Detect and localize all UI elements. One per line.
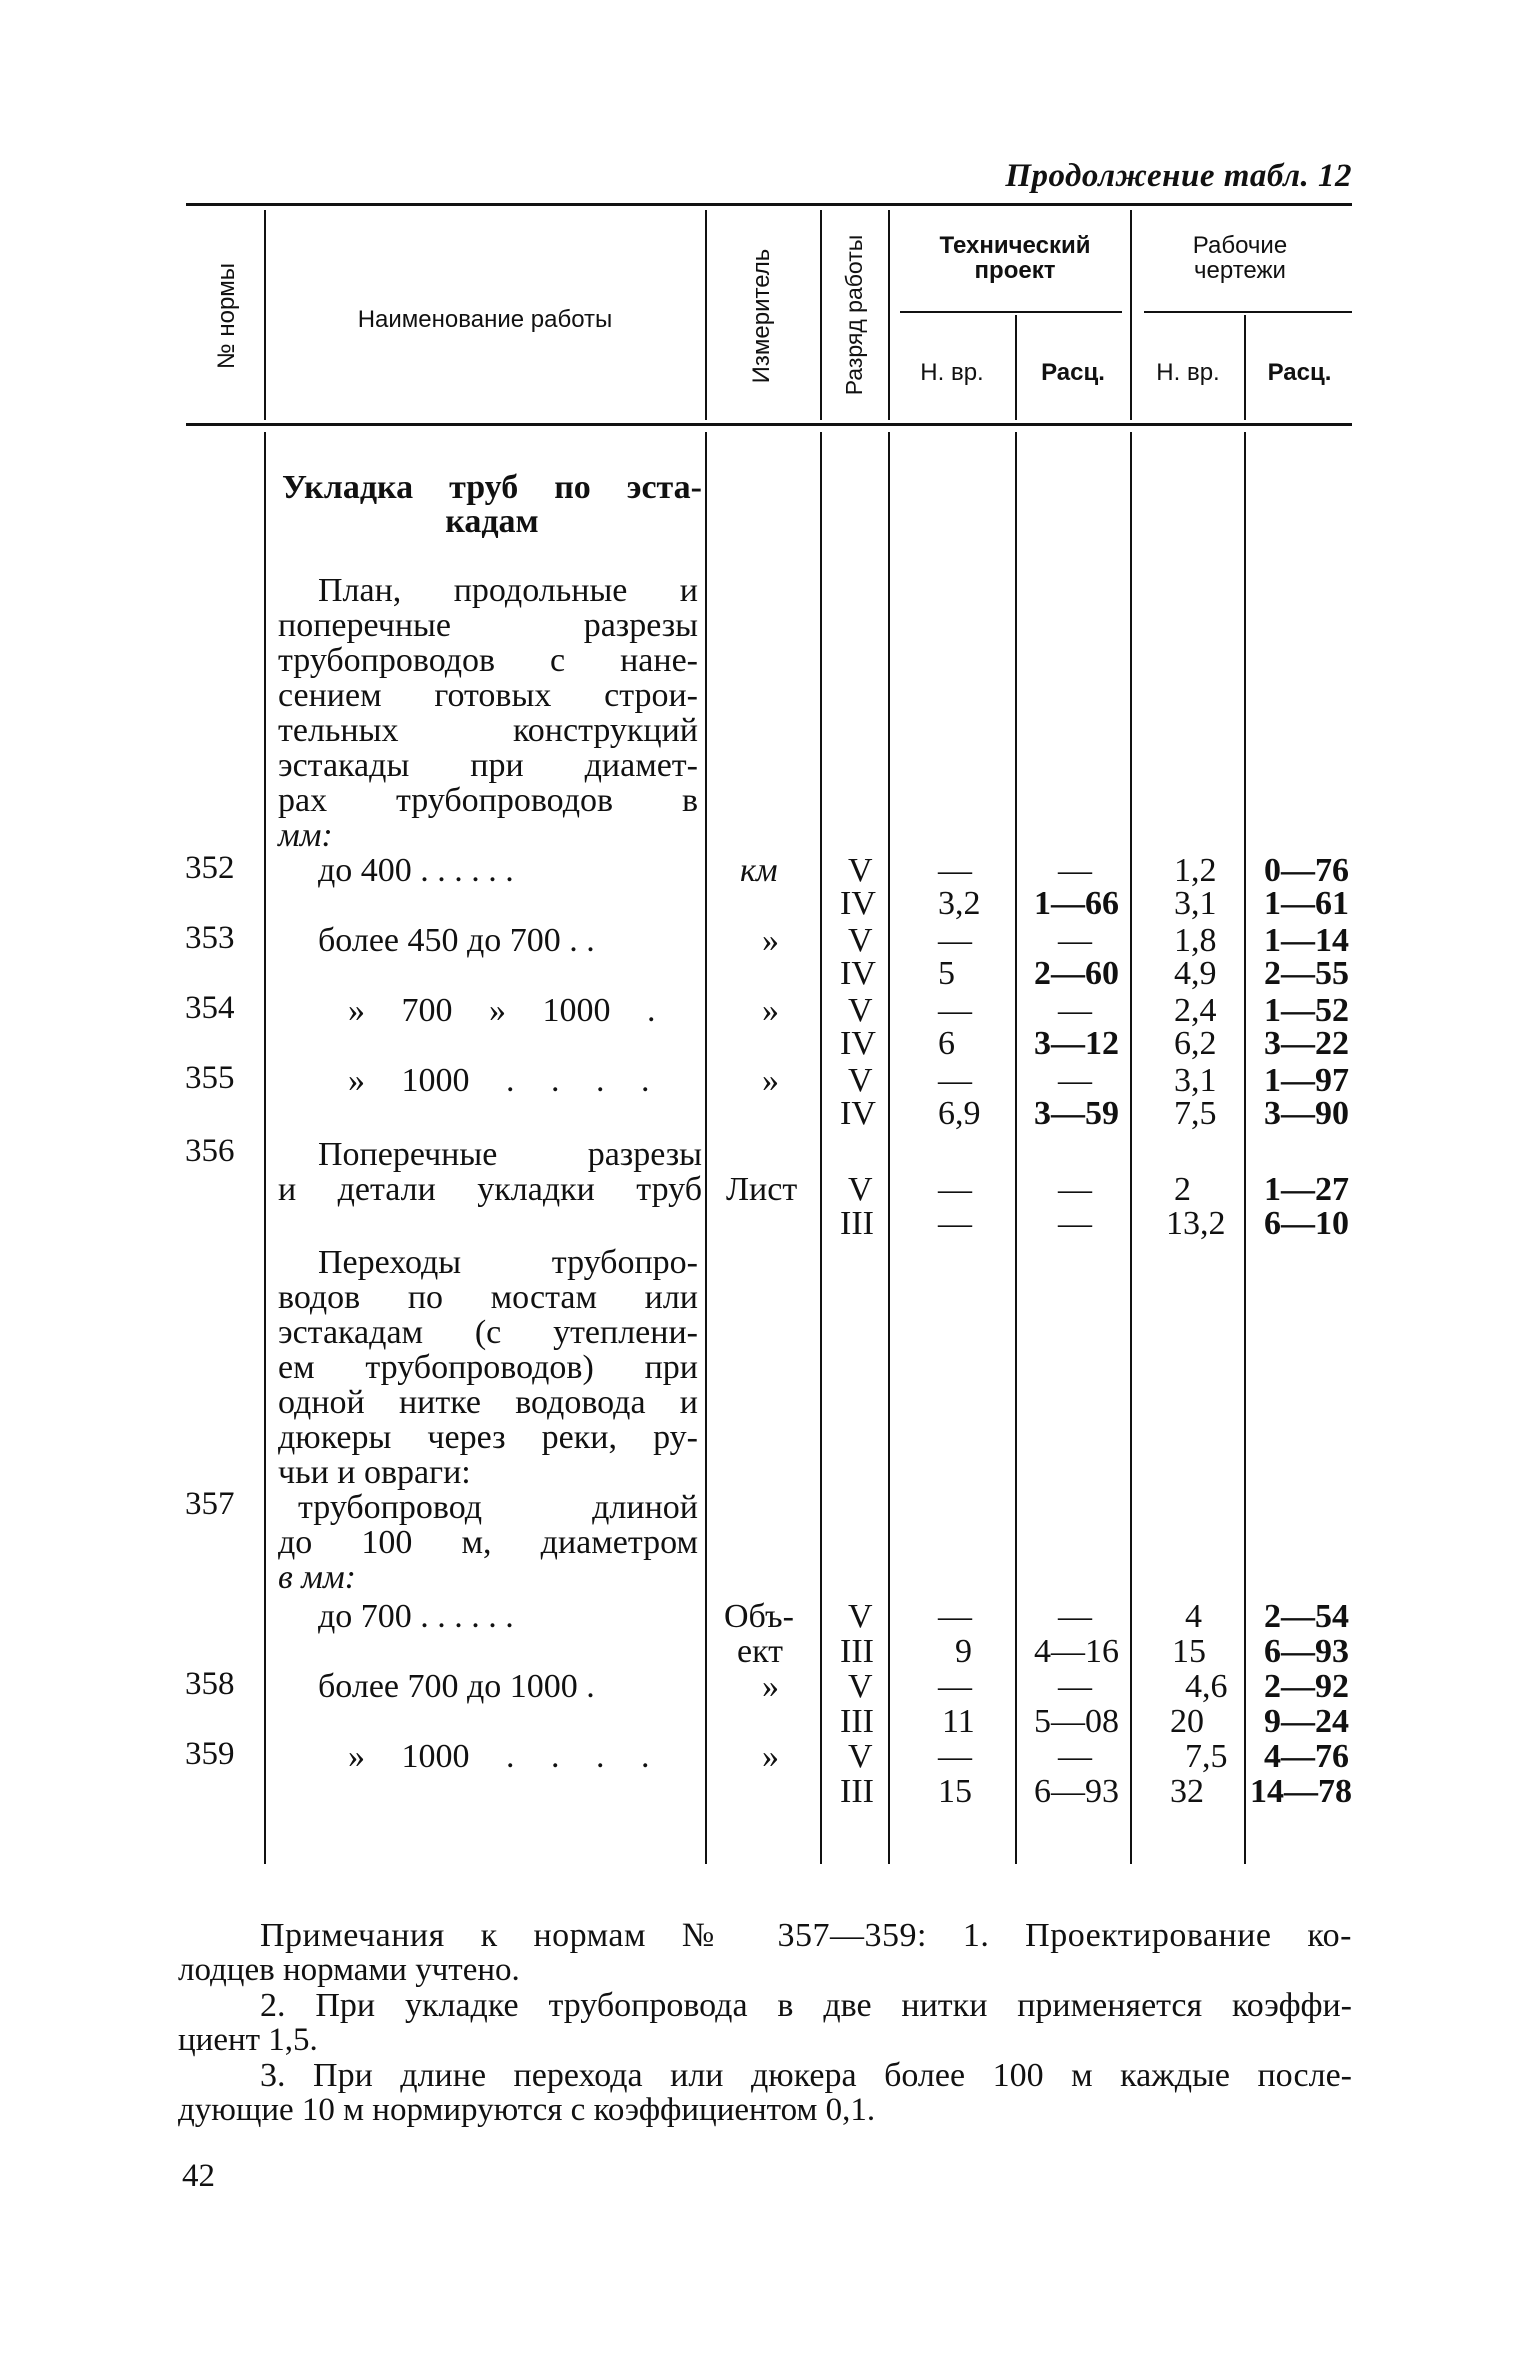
header-work-nvr: Н. вр. bbox=[1156, 359, 1220, 386]
work-nvr-1: 4 bbox=[1185, 1598, 1202, 1635]
row-unit: Объ- bbox=[724, 1598, 794, 1635]
header-sep-4 bbox=[888, 210, 890, 420]
work-rasc-2: 3—90 bbox=[1264, 1095, 1349, 1132]
norm-number: 356 bbox=[185, 1133, 235, 1169]
note-line: Примечания к нормам № 357—359: 1. Проектирование ко- bbox=[260, 1917, 1352, 1954]
grade-1: V bbox=[848, 1598, 873, 1635]
work-rasc-2: 3—22 bbox=[1264, 1025, 1349, 1062]
work-rasc-2: 2—55 bbox=[1264, 955, 1349, 992]
row-name: » 1000 . . . . bbox=[348, 1062, 650, 1099]
table-row bbox=[0, 1668, 1536, 1738]
tech-nvr-2: 5 bbox=[938, 955, 955, 992]
row-name: более 450 до 700 . . bbox=[318, 922, 595, 959]
tech-nvr-1: — bbox=[938, 992, 972, 1029]
tech-nvr-2: 6 bbox=[938, 1025, 955, 1062]
row-name: » 700 » 1000 . bbox=[348, 992, 656, 1029]
work-rasc-1: 2—92 bbox=[1264, 1668, 1349, 1705]
desc-line: Переходы трубопро- bbox=[318, 1244, 698, 1281]
header-tech-project: Технический проект bbox=[939, 232, 1091, 285]
tech-rasc-1: — bbox=[1058, 1171, 1092, 1208]
grade-1: V bbox=[848, 1062, 873, 1099]
header-norm-number: № нормы bbox=[213, 262, 240, 370]
tech-rasc-1: — bbox=[1058, 1598, 1092, 1635]
work-nvr-2: 4,9 bbox=[1174, 955, 1217, 992]
row-unit: » bbox=[762, 922, 779, 959]
table-row bbox=[0, 1598, 1536, 1668]
row-unit: » bbox=[762, 992, 779, 1029]
grade-2: IV bbox=[840, 1095, 876, 1132]
norm-number: 352 bbox=[185, 850, 235, 886]
sub-line: трубопровод длиной bbox=[298, 1489, 698, 1526]
row-unit: км bbox=[740, 852, 778, 889]
desc-line: трубопроводов с нане- bbox=[278, 642, 698, 679]
tech-rasc-1: — bbox=[1058, 852, 1092, 889]
note-line: лодцев нормами учтено. bbox=[178, 1952, 520, 1988]
tech-rasc-1: — bbox=[1058, 1062, 1092, 1099]
work-nvr-2: 3,1 bbox=[1174, 885, 1217, 922]
tech-rasc-1: — bbox=[1058, 992, 1092, 1029]
header-sep-6 bbox=[1130, 210, 1132, 420]
row-name: до 700 . . . . . . bbox=[318, 1598, 514, 1635]
row-name: более 700 до 1000 . bbox=[318, 1668, 595, 1705]
work-nvr-2: 15 bbox=[1172, 1633, 1206, 1670]
norm-number-357: 357 bbox=[185, 1486, 235, 1522]
grade-2: III bbox=[840, 1205, 874, 1242]
tech-nvr-2: 11 bbox=[942, 1703, 975, 1740]
work-rasc-1: 4—76 bbox=[1264, 1738, 1349, 1775]
section-description bbox=[278, 573, 698, 853]
work-nvr-1: 4,6 bbox=[1185, 1668, 1228, 1705]
grade-1: V bbox=[848, 1171, 873, 1208]
desc-unit: мм: bbox=[278, 817, 333, 854]
desc-line: эстакадам (с утеплени- bbox=[278, 1314, 698, 1351]
desc-line: эстакады при диамет- bbox=[278, 747, 698, 784]
tech-rasc-2: 3—59 bbox=[1034, 1095, 1119, 1132]
tech-nvr-1: — bbox=[938, 1738, 972, 1775]
tech-nvr-1: — bbox=[938, 1668, 972, 1705]
work-nvr-2: 20 bbox=[1170, 1703, 1204, 1740]
row-unit: Лист bbox=[726, 1171, 798, 1208]
table-row-356 bbox=[0, 1135, 1536, 1245]
work-nvr-1: 1,8 bbox=[1174, 922, 1217, 959]
work-nvr-2: 32 bbox=[1170, 1773, 1204, 1810]
grade-1: V bbox=[848, 922, 873, 959]
work-rasc-1: 1—27 bbox=[1264, 1171, 1349, 1208]
grade-2: IV bbox=[840, 955, 876, 992]
work-nvr-2: 7,5 bbox=[1174, 1095, 1217, 1132]
section2-description bbox=[278, 1245, 698, 1595]
desc-line: поперечные разрезы bbox=[278, 607, 698, 644]
desc-line: дюкеры через реки, ру- bbox=[278, 1419, 698, 1456]
header-grade-label: Разряд работы bbox=[841, 234, 867, 396]
header-sep-1 bbox=[264, 210, 266, 420]
work-group-rule bbox=[1144, 311, 1352, 313]
header-tech-rasc: Расц. bbox=[1041, 359, 1105, 386]
desc-line: чьи и овраги: bbox=[278, 1454, 471, 1491]
table-row bbox=[0, 992, 1536, 1062]
work-nvr-1: 2 bbox=[1174, 1171, 1191, 1208]
grade-1: V bbox=[848, 1668, 873, 1705]
grade-2: III bbox=[840, 1633, 874, 1670]
section-title-line1: Укладка труб по эста- bbox=[282, 469, 702, 506]
norm-number: 359 bbox=[185, 1736, 235, 1772]
row-unit-2: ект bbox=[737, 1633, 784, 1670]
tech-rasc-2: 6—93 bbox=[1034, 1773, 1119, 1810]
grade-2: IV bbox=[840, 1025, 876, 1062]
header-bottom-rule bbox=[186, 423, 1352, 426]
tech-nvr-1: — bbox=[938, 1062, 972, 1099]
work-nvr-1: 3,1 bbox=[1174, 1062, 1217, 1099]
work-nvr-2: 6,2 bbox=[1174, 1025, 1217, 1062]
tech-rasc-1: — bbox=[1058, 1668, 1092, 1705]
tech-nvr-2: 15 bbox=[938, 1773, 972, 1810]
desc-line: водов по мостам или bbox=[278, 1279, 698, 1316]
grade-1: V bbox=[848, 852, 873, 889]
header-sep-5 bbox=[1015, 315, 1017, 420]
desc-line: ем трубопроводов) при bbox=[278, 1349, 698, 1386]
norm-number: 355 bbox=[185, 1060, 235, 1096]
notes bbox=[178, 1918, 1352, 2128]
grade-1: V bbox=[848, 1738, 873, 1775]
desc-line: План, продольные и bbox=[318, 572, 698, 609]
tech-nvr-2: 9 bbox=[955, 1633, 972, 1670]
tech-nvr-1: — bbox=[938, 1598, 972, 1635]
work-nvr-2: 13,2 bbox=[1166, 1205, 1226, 1242]
table-row bbox=[0, 922, 1536, 992]
work-rasc-1: 0—76 bbox=[1264, 852, 1349, 889]
section-title-line2: кадам bbox=[445, 503, 539, 540]
note-line: 2. При укладке трубопровода в две нитки применяется коэффи- bbox=[260, 1987, 1352, 2024]
row-unit: » bbox=[762, 1062, 779, 1099]
work-rasc-2: 1—61 bbox=[1264, 885, 1349, 922]
header-sep-7 bbox=[1244, 315, 1246, 420]
table-row bbox=[0, 1738, 1536, 1808]
row-name-line1: Поперечные разрезы bbox=[318, 1136, 702, 1173]
work-rasc-1: 2—54 bbox=[1264, 1598, 1349, 1635]
tech-rasc-1: — bbox=[1058, 1738, 1092, 1775]
tech-nvr-1: — bbox=[938, 1171, 972, 1208]
grade-2: III bbox=[840, 1703, 874, 1740]
table-row bbox=[0, 852, 1536, 922]
grade-1: V bbox=[848, 992, 873, 1029]
tech-nvr-2: 6,9 bbox=[938, 1095, 981, 1132]
table-row bbox=[0, 1062, 1536, 1132]
work-nvr-1: 1,2 bbox=[1174, 852, 1217, 889]
work-rasc-1: 1—52 bbox=[1264, 992, 1349, 1029]
work-rasc-2: 6—10 bbox=[1264, 1205, 1349, 1242]
row-unit: » bbox=[762, 1738, 779, 1775]
grade-2: IV bbox=[840, 885, 876, 922]
desc-line: сением готовых строи- bbox=[278, 677, 698, 714]
tech-rasc-2: 2—60 bbox=[1034, 955, 1119, 992]
desc-line: одной нитке водовода и bbox=[278, 1384, 698, 1421]
header-work-rasc: Расц. bbox=[1267, 359, 1332, 386]
note-line: 3. При длине перехода или дюкера более 100 м каждые после- bbox=[260, 2057, 1352, 2094]
tech-rasc-2: 5—08 bbox=[1034, 1703, 1119, 1740]
row-name-line2: и детали укладки труб bbox=[278, 1171, 702, 1208]
tech-nvr-2: 3,2 bbox=[938, 885, 981, 922]
note-line: циент 1,5. bbox=[178, 2022, 318, 2058]
table-continuation-caption: Продолжение табл. 12 bbox=[1005, 158, 1352, 194]
row-name: » 1000 . . . . bbox=[348, 1738, 650, 1775]
row-unit: » bbox=[762, 1668, 779, 1705]
header-working-drawings: Рабочие чертежи bbox=[1192, 232, 1288, 285]
tech-nvr-1: — bbox=[938, 922, 972, 959]
norm-number: 353 bbox=[185, 920, 235, 956]
note-line: дующие 10 м нормируются с коэффициентом 0,1. bbox=[178, 2092, 876, 2128]
tech-rasc-2: 4—16 bbox=[1034, 1633, 1119, 1670]
header-work-name: Наименование работы bbox=[357, 306, 613, 333]
desc-line: рах трубопроводов в bbox=[278, 782, 698, 819]
tech-nvr-1: — bbox=[938, 852, 972, 889]
header-grade bbox=[822, 234, 886, 420]
table-top-rule bbox=[186, 203, 1352, 206]
work-nvr-1: 2,4 bbox=[1174, 992, 1217, 1029]
header-tech-nvr: Н. вр. bbox=[920, 359, 984, 386]
norm-number: 358 bbox=[185, 1666, 235, 1702]
work-rasc-2: 6—93 bbox=[1264, 1633, 1349, 1670]
sub-line: до 100 м, диаметром bbox=[278, 1524, 698, 1561]
norm-number: 354 bbox=[185, 990, 235, 1026]
header-unit: Измеритель bbox=[748, 248, 775, 384]
header-sep-2 bbox=[705, 210, 707, 420]
row-name: до 400 . . . . . . bbox=[318, 852, 514, 889]
work-nvr-1: 7,5 bbox=[1185, 1738, 1228, 1775]
tech-nvr-2: — bbox=[938, 1205, 972, 1242]
sub-line-unit: в мм: bbox=[278, 1559, 356, 1596]
work-rasc-1: 1—14 bbox=[1264, 922, 1349, 959]
tech-rasc-2: 3—12 bbox=[1034, 1025, 1119, 1062]
tech-rasc-2: 1—66 bbox=[1034, 885, 1119, 922]
work-rasc-1: 1—97 bbox=[1264, 1062, 1349, 1099]
tech-rasc-2: — bbox=[1058, 1205, 1092, 1242]
desc-line: тельных конструкций bbox=[278, 712, 698, 749]
tech-rasc-1: — bbox=[1058, 922, 1092, 959]
tech-group-rule bbox=[900, 311, 1122, 313]
page-number: 42 bbox=[182, 2158, 215, 2194]
grade-2: III bbox=[840, 1773, 874, 1810]
work-rasc-2: 9—24 bbox=[1264, 1703, 1349, 1740]
work-rasc-2: 14—78 bbox=[1250, 1773, 1352, 1810]
